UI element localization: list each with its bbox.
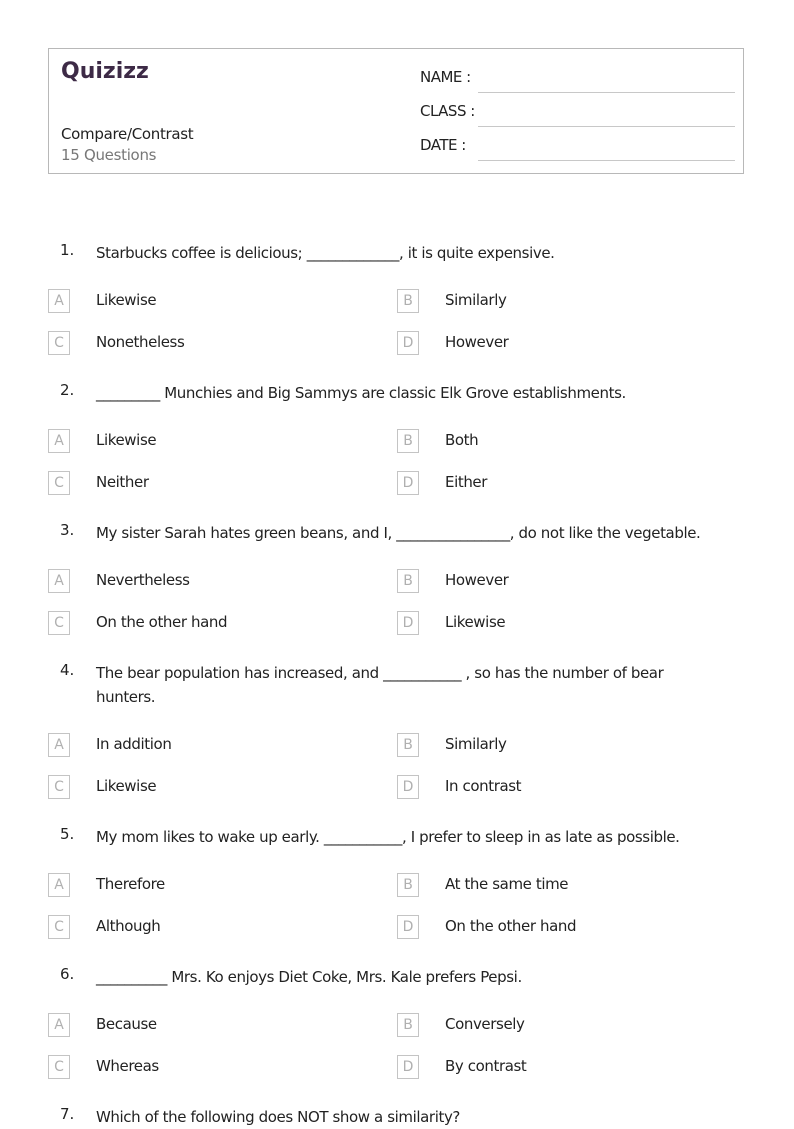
question-number: 5. [60, 825, 75, 843]
option-letter-box: B [397, 733, 419, 757]
option-text: Similarly [445, 291, 507, 309]
option-letter-box: C [48, 915, 70, 939]
option-letter-box: C [48, 331, 70, 355]
option-letter-box: B [397, 569, 419, 593]
question-text: My mom likes to wake up early. ___________, I prefer to sleep in as late as possible. [96, 828, 680, 846]
question-text: Which of the following does NOT show a similarity? [96, 1108, 460, 1126]
date-line[interactable] [478, 160, 735, 161]
option-text: Similarly [445, 735, 507, 753]
option-letter-box: A [48, 733, 70, 757]
option-text: Therefore [96, 875, 165, 893]
date-field[interactable] [420, 136, 735, 162]
option-letter-box: C [48, 1055, 70, 1079]
option-text: Conversely [445, 1015, 525, 1033]
option-letter-box: A [48, 569, 70, 593]
option-text: On the other hand [445, 917, 577, 935]
option-text: In addition [96, 735, 172, 753]
option-text: Whereas [96, 1057, 159, 1075]
worksheet-title: Compare/Contrast [61, 125, 194, 143]
worksheet-header [48, 48, 744, 174]
class-field[interactable] [420, 102, 735, 128]
option-letter-box: C [48, 471, 70, 495]
option-text: Likewise [445, 613, 506, 631]
option-letter-box: B [397, 1013, 419, 1037]
question-text: The bear population has increased, and ___________ , so has the number of bear hunters. [96, 664, 664, 706]
option-letter-box: D [397, 1055, 419, 1079]
option-letter-box: D [397, 331, 419, 355]
class-label: CLASS : [420, 102, 475, 120]
question-number: 7. [60, 1105, 75, 1123]
question-number: 6. [60, 965, 75, 983]
option-letter-box: B [397, 289, 419, 313]
option-text: Neither [96, 473, 149, 491]
question-text: My sister Sarah hates green beans, and I, ________________, do not like the vegetable. [96, 524, 701, 542]
option-text: However [445, 333, 509, 351]
question-number: 2. [60, 381, 75, 399]
option-letter-box: A [48, 1013, 70, 1037]
option-text: Although [96, 917, 161, 935]
option-text: Either [445, 473, 488, 491]
option-text: Likewise [96, 291, 157, 309]
option-letter-box: A [48, 289, 70, 313]
question-text: _________ Munchies and Big Sammys are classic Elk Grove establishments. [96, 384, 626, 402]
question-count: 15 Questions [61, 146, 157, 164]
option-text: Because [96, 1015, 157, 1033]
option-text: By contrast [445, 1057, 527, 1075]
question-number: 1. [60, 241, 75, 259]
option-text: Nonetheless [96, 333, 185, 351]
option-letter-box: C [48, 775, 70, 799]
option-text: Likewise [96, 777, 157, 795]
class-line[interactable] [478, 126, 735, 127]
question-text: __________ Mrs. Ko enjoys Diet Coke, Mrs. Kale prefers Pepsi. [96, 968, 522, 986]
name-line[interactable] [478, 92, 735, 93]
option-letter-box: D [397, 611, 419, 635]
question-text: Starbucks coffee is delicious; _____________, it is quite expensive. [96, 244, 555, 262]
date-label: DATE : [420, 136, 466, 154]
option-text: Nevertheless [96, 571, 190, 589]
option-letter-box: A [48, 429, 70, 453]
question-number: 3. [60, 521, 75, 539]
name-label: NAME : [420, 68, 471, 86]
option-text: Both [445, 431, 479, 449]
option-letter-box: C [48, 611, 70, 635]
option-text: However [445, 571, 509, 589]
option-letter-box: D [397, 775, 419, 799]
question-number: 4. [60, 661, 75, 679]
option-letter-box: D [397, 471, 419, 495]
option-text: In contrast [445, 777, 522, 795]
option-letter-box: A [48, 873, 70, 897]
quizizz-logo: Quizizz [61, 59, 149, 84]
option-text: At the same time [445, 875, 569, 893]
option-letter-box: D [397, 915, 419, 939]
option-letter-box: B [397, 873, 419, 897]
option-text: Likewise [96, 431, 157, 449]
option-letter-box: B [397, 429, 419, 453]
name-field[interactable] [420, 68, 735, 94]
option-text: On the other hand [96, 613, 228, 631]
